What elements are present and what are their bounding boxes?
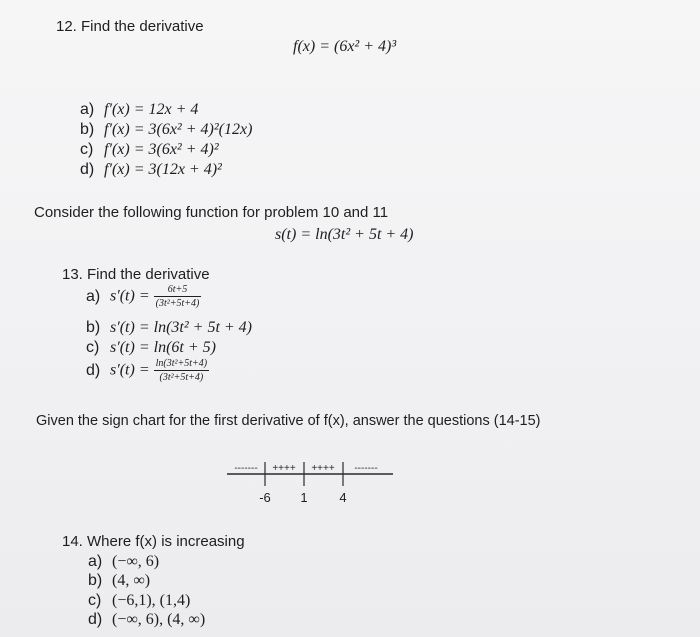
q12-option-a[interactable] xyxy=(80,101,198,119)
q13-option-c-text: s′(t) = ln(6t + 5) xyxy=(110,339,216,356)
q13-option-a-numerator: 6t+5 xyxy=(167,284,188,295)
q13-option-a[interactable] xyxy=(86,284,201,310)
q13-option-a-label: a) xyxy=(86,287,101,305)
q12-option-d-label: d) xyxy=(80,161,95,178)
q12-option-b-text: f′(x) = 3(6x² + 4)²(12x) xyxy=(104,121,253,138)
q13-option-a-lhs: s′(t) = xyxy=(110,287,150,305)
q12-option-c-text: f′(x) = 3(6x² + 4)² xyxy=(104,141,219,158)
q14-option-d[interactable] xyxy=(88,611,205,629)
q14-option-c[interactable] xyxy=(88,592,190,610)
q14-option-b-text: (4, ∞) xyxy=(112,572,151,589)
q12-option-a-label: a) xyxy=(80,101,95,118)
q13-option-c-label: c) xyxy=(86,339,100,356)
q14-title: 14. Where f(x) is increasing xyxy=(62,533,245,550)
intro-function: s(t) = ln(3t² + 5t + 4) xyxy=(275,226,414,243)
q14-option-c-text: (−6,1), (1,4) xyxy=(112,592,191,609)
q13-option-b-label: b) xyxy=(86,319,101,336)
q12-function: f(x) = (6x² + 4)³ xyxy=(293,38,397,55)
q12-option-c-label: c) xyxy=(80,141,94,158)
q12-option-c[interactable] xyxy=(80,141,219,159)
q13-option-a-fraction xyxy=(154,284,202,310)
q14-option-a-text: (−∞, 6) xyxy=(112,553,160,570)
sign-chart-sign-4: ------- xyxy=(354,463,378,474)
q13-option-d[interactable] xyxy=(86,358,209,384)
q13-option-b-text: s′(t) = ln(3t² + 5t + 4) xyxy=(110,319,253,336)
q12-option-b-label: b) xyxy=(80,121,95,138)
sign-chart-point-2: 1 xyxy=(300,490,308,505)
q13-option-d-denominator: (3t²+5t+4) xyxy=(154,370,210,384)
q12-option-a-text: f′(x) = 12x + 4 xyxy=(104,101,199,118)
q14-option-b-label: b) xyxy=(88,572,103,589)
sign-chart xyxy=(225,458,395,510)
sign-chart-sign-3: ++++ xyxy=(311,463,335,474)
sign-chart-sign-2: ++++ xyxy=(272,463,296,474)
sign-chart-point-3: 4 xyxy=(339,490,347,505)
q14-option-a-label: a) xyxy=(88,553,103,570)
intro-text: Consider the following function for problem 10 and 11 xyxy=(34,204,389,221)
q14-option-d-label: d) xyxy=(88,611,103,628)
q14-option-d-text: (−∞, 6), (4, ∞) xyxy=(112,611,206,628)
q14-option-c-label: c) xyxy=(88,592,102,609)
sign-chart-sign-1: ------- xyxy=(234,463,258,474)
q12-option-d[interactable] xyxy=(80,161,222,179)
q12-option-d-text: f′(x) = 3(12x + 4)² xyxy=(104,161,222,178)
signchart-intro: Given the sign chart for the first derivative of f(x), answer the questions (14-15) xyxy=(36,413,541,429)
q13-option-c[interactable] xyxy=(86,339,216,357)
q12-title: 12. Find the derivative xyxy=(56,18,204,35)
sign-chart-point-1: -6 xyxy=(259,490,271,505)
q13-option-b[interactable] xyxy=(86,319,252,337)
q13-option-a-denominator: (3t²+5t+4) xyxy=(155,298,200,309)
q13-option-d-label: d) xyxy=(86,361,101,379)
q13-option-d-fraction xyxy=(154,358,210,384)
q12-option-b[interactable] xyxy=(80,121,252,139)
q13-title: 13. Find the derivative xyxy=(62,266,210,283)
q13-option-d-numerator: ln(3t²+5t+4) xyxy=(155,358,208,369)
q13-option-d-lhs: s′(t) = xyxy=(110,361,150,379)
q14-option-b[interactable] xyxy=(88,572,150,590)
q14-option-a[interactable] xyxy=(88,553,159,571)
